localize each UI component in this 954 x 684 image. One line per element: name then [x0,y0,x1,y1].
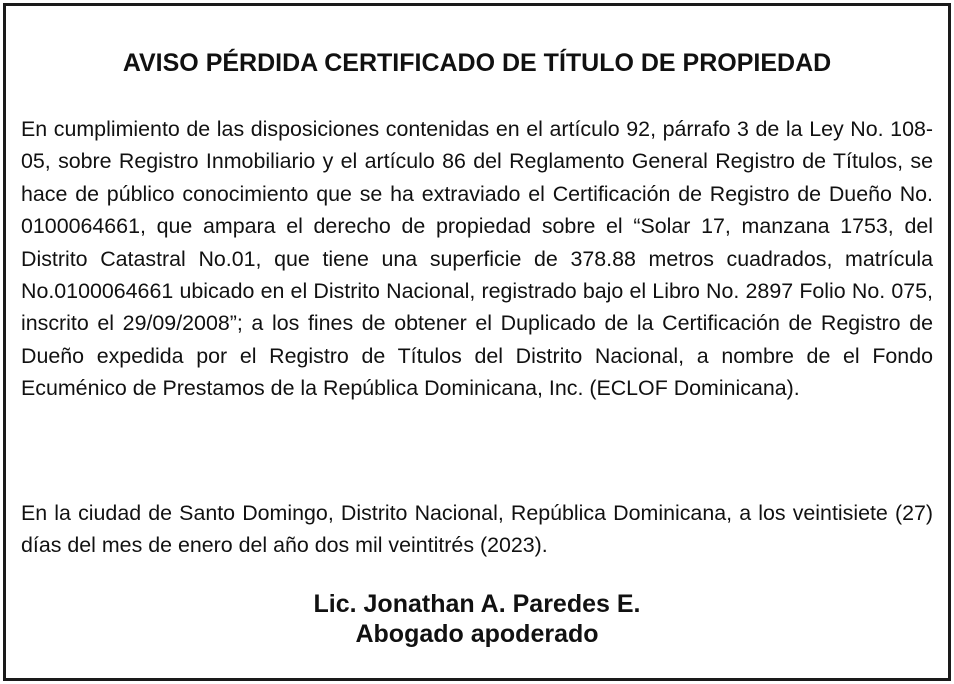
notice-content [21,6,933,678]
signatory-name: Lic. Jonathan A. Paredes E. [313,590,641,618]
notice-title: AVISO PÉRDIDA CERTIFICADO DE TÍTULO DE PROPIEDAD [122,49,832,77]
signature-block [21,589,933,649]
signatory-role: Abogado apoderado [355,620,599,648]
notice-frame [3,3,951,681]
notice-body-paragraph: En cumplimiento de las disposiciones contenidas en el artículo 92, párrafo 3 de la Ley No. 108-05, sobre Registro Inmobiliario y el artículo 86 del Reglamento General Registro de Títulos, se hace de público conocimiento que se ha extraviado el Certificación de Registro de Dueño No. 0100064661, que ampara el derecho de propiedad sobre el “Solar 17, manzana 1753, del Distrito Catastral No.01, que tiene una superficie de 378.88 metros cuadrados, matrícula No.0100064661 ubicado en el Distrito Nacional, registrado bajo el Libro No. 2897 Folio No. 075, inscrito el 29/09/2008”; a los fines de obtener el Duplicado de la Certificación de Registro de Dueño expedida por el Registro de Títulos del Distrito Nacional, a nombre de el Fondo Ecuménico de Prestamos de la República Dominicana, Inc. (ECLOF Dominicana). [21,117,933,401]
place-date-paragraph: En la ciudad de Santo Domingo, Distrito Nacional, República Dominicana, a los veintisiete (27) días del mes de enero del año dos mil veintitrés (2023). [21,501,933,558]
